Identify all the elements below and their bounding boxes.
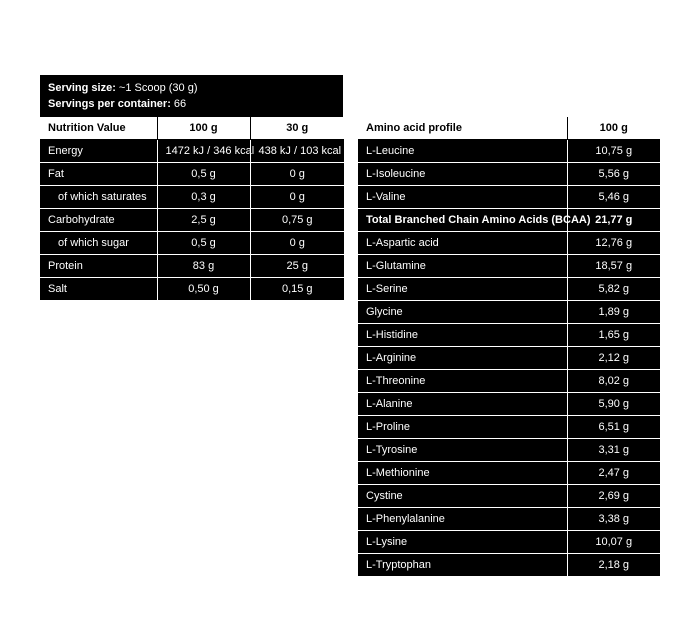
table-row [358,255,660,278]
amino-acid-value: 10,07 g [567,531,660,554]
nutrient-value-100g: 0,5 g [157,232,250,255]
table-row [40,140,344,163]
column-header: 100 g [567,117,660,140]
table-row [358,508,660,531]
amino-acid-value: 6,51 g [567,416,660,439]
nutrient-value-100g: 1472 kJ / 346 kcal [157,140,250,163]
nutrient-name: Energy [40,140,157,163]
amino-acid-name: Cystine [358,485,567,508]
table-row [40,209,344,232]
nutrient-value-30g: 0 g [250,186,344,209]
amino-acid-value: 3,38 g [567,508,660,531]
amino-acid-name: L-Aspartic acid [358,232,567,255]
table-row [358,485,660,508]
servings-per-container-label: Servings per container: [48,98,171,110]
nutrient-value-30g: 0 g [250,163,344,186]
amino-acid-name: L-Histidine [358,324,567,347]
nutrient-name: of which sugar [40,232,157,255]
table-row [358,301,660,324]
amino-acid-value: 2,12 g [567,347,660,370]
amino-header-row [358,117,660,140]
amino-acid-value: 5,56 g [567,163,660,186]
serving-size [48,80,335,96]
nutrient-value-30g: 0,15 g [250,278,344,301]
amino-acid-value: 10,75 g [567,140,660,163]
amino-acid-name: L-Phenylalanine [358,508,567,531]
nutrient-value-30g: 0 g [250,232,344,255]
table-row [358,140,660,163]
amino-acid-name: L-Tryptophan [366,559,432,571]
amino-acid-value: 2,69 g [567,485,660,508]
amino-acid-value: 5,82 g [567,278,660,301]
amino-acid-table [358,117,660,576]
nutrition-header-row [40,117,344,140]
table-row [40,232,344,255]
amino-acid-name: L-Methionine [358,462,567,485]
table-row [358,347,660,370]
table-row [358,324,660,347]
nutrition-table [40,117,344,300]
amino-acid-name: L-Leucine [358,140,567,163]
nutrient-name: Fat [40,163,157,186]
table-row [358,462,660,485]
table-row [358,439,660,462]
amino-acid-value: 18,57 g [567,255,660,278]
amino-acid-name: L-Alanine [358,393,567,416]
table-row [358,232,660,255]
table-row [358,370,660,393]
amino-acid-value: 2,18 g [567,554,660,577]
nutrient-value-100g: 0,50 g [157,278,250,301]
amino-acid-name: Glycine [358,301,567,324]
amino-acid-name: L-Valine [358,186,567,209]
table-row [358,554,660,577]
column-header: 30 g [250,117,344,140]
nutrient-value-30g: 0,75 g [250,209,344,232]
table-row [40,186,344,209]
amino-acid-value: 21,77 g [567,209,660,232]
column-header: Amino acid profile [358,117,567,140]
table-row [358,209,660,232]
amino-acid-name: L-Lysine [358,531,567,554]
table-row [358,278,660,301]
amino-acid-value: 8,02 g [567,370,660,393]
servings-per-container [48,96,335,112]
nutrient-value-30g: 438 kJ / 103 kcal [250,140,344,163]
table-row [40,255,344,278]
amino-acid-value: 5,90 g [567,393,660,416]
column-header: Nutrition Value [40,117,157,140]
amino-acid-name: L-Tyrosine [358,439,567,462]
nutrient-value-100g: 83 g [157,255,250,278]
nutrient-value-100g: 2,5 g [157,209,250,232]
table-row [358,531,660,554]
nutrient-name: Carbohydrate [40,209,157,232]
amino-acid-name: L-Threonine [358,370,567,393]
servings-per-container-value: 66 [170,98,187,110]
amino-acid-name: Total Branched Chain Amino Acids (BCAA) [358,209,567,232]
nutrient-value-100g: 0,3 g [157,186,250,209]
table-row [40,278,344,301]
amino-acid-name: L-Isoleucine [358,163,567,186]
column-header: 100 g [157,117,250,140]
amino-acid-value: 5,46 g [567,186,660,209]
amino-acid-value: 2,47 g [567,462,660,485]
table-row [358,186,660,209]
table-row [358,416,660,439]
nutrient-value-100g: 0,5 g [157,163,250,186]
table-row [358,393,660,416]
amino-acid-value: 12,76 g [567,232,660,255]
amino-acid-value: 3,31 g [567,439,660,462]
nutrient-name: of which saturates [40,186,157,209]
amino-acid-name: L-Arginine [358,347,567,370]
amino-acid-name: L-Glutamine [358,255,567,278]
serving-info-box [40,75,343,117]
nutrient-value-30g: 25 g [250,255,344,278]
nutrient-name: Protein [40,255,157,278]
amino-acid-name: L-Serine [358,278,567,301]
table-row [358,163,660,186]
nutrient-name: Salt [48,283,67,295]
amino-acid-value: 1,89 g [567,301,660,324]
serving-size-value: ~1 Scoop (30 g) [115,82,198,94]
amino-acid-name: L-Proline [358,416,567,439]
table-row [40,163,344,186]
serving-size-label: Serving size: [48,82,116,94]
amino-acid-value: 1,65 g [567,324,660,347]
